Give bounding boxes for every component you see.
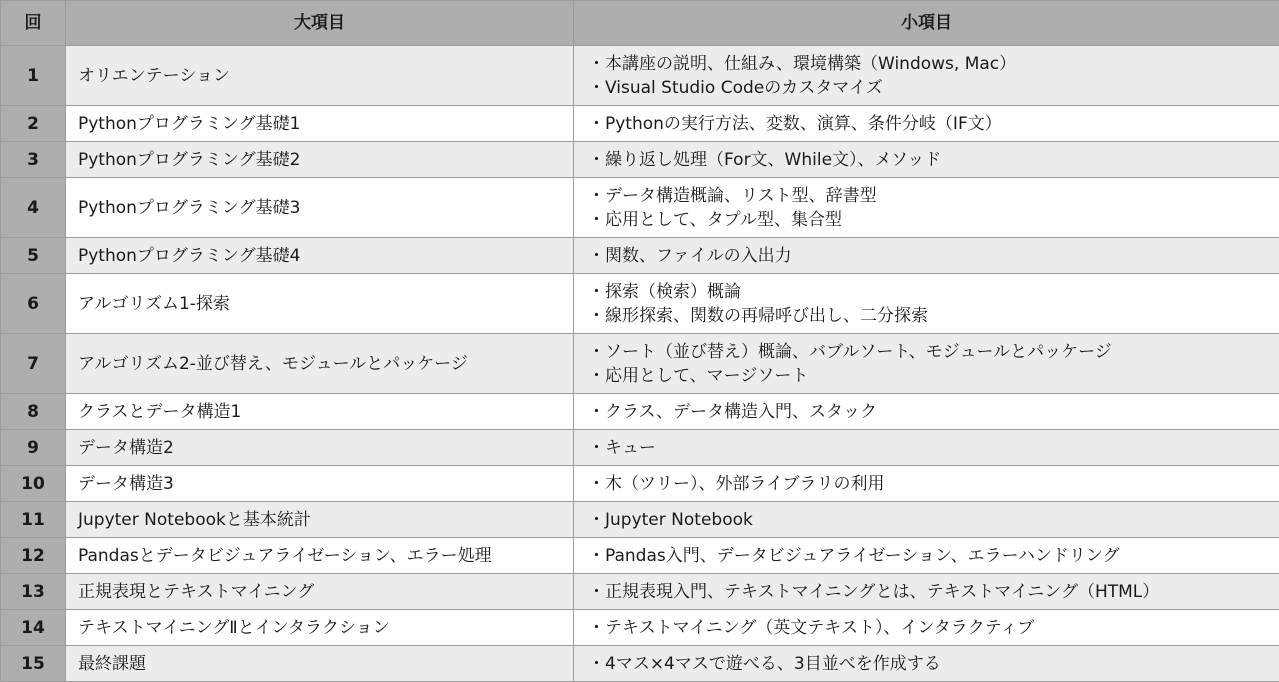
main-topic: テキストマイニングⅡとインタラクション: [66, 610, 574, 646]
sub-topic-item: ・正規表現入門、テキストマイニングとは、テキストマイニング（HTML）: [588, 580, 1279, 604]
table-row: [1, 502, 1279, 538]
table-row: [1, 646, 1279, 682]
sub-topic-item: ・テキストマイニング（英文テキスト）、インタラクティブ: [588, 616, 1279, 640]
main-topic: Pythonプログラミング基礎4: [66, 238, 574, 274]
main-topic: クラスとデータ構造1: [66, 394, 574, 430]
table-row: [1, 178, 1279, 238]
table-row: [1, 106, 1279, 142]
table-row: [1, 334, 1279, 394]
table-row: [1, 466, 1279, 502]
sub-topics: [574, 394, 1279, 430]
sub-topics: [574, 46, 1279, 106]
sub-topic-item: ・探索（検索）概論: [588, 280, 1279, 304]
sub-topic-item: ・繰り返し処理（For文、While文）、メソッド: [588, 148, 1279, 172]
session-number: 4: [1, 178, 66, 238]
table-header: [1, 1, 1279, 46]
session-number: 15: [1, 646, 66, 682]
session-number: 6: [1, 274, 66, 334]
sub-topic-item: ・線形探索、関数の再帰呼び出し、二分探索: [588, 304, 1279, 328]
main-topic: 正規表現とテキストマイニング: [66, 574, 574, 610]
sub-topic-item: ・クラス、データ構造入門、スタック: [588, 400, 1279, 424]
sub-topic-item: ・Visual Studio Codeのカスタマイズ: [588, 76, 1279, 100]
sub-topic-item: ・Pandas入門、データビジュアライゼーション、エラーハンドリング: [588, 544, 1279, 568]
session-number: 8: [1, 394, 66, 430]
table-row: [1, 394, 1279, 430]
sub-topics: [574, 274, 1279, 334]
sub-topics: [574, 574, 1279, 610]
sub-topics: [574, 106, 1279, 142]
sub-topic-item: ・応用として、タプル型、集合型: [588, 208, 1279, 232]
header-session-number: 回: [1, 1, 66, 46]
main-topic: Pythonプログラミング基礎1: [66, 106, 574, 142]
main-topic: データ構造2: [66, 430, 574, 466]
session-number: 3: [1, 142, 66, 178]
sub-topic-item: ・Pythonの実行方法、変数、演算、条件分岐（IF文）: [588, 112, 1279, 136]
header-main-topic: 大項目: [66, 1, 574, 46]
sub-topic-item: ・応用として、マージソート: [588, 364, 1279, 388]
table-row: [1, 274, 1279, 334]
table-row: [1, 46, 1279, 106]
table-body: [1, 46, 1279, 682]
table-row: [1, 142, 1279, 178]
main-topic: オリエンテーション: [66, 46, 574, 106]
table-row: [1, 574, 1279, 610]
table-row: [1, 610, 1279, 646]
sub-topics: [574, 430, 1279, 466]
table-row: [1, 538, 1279, 574]
session-number: 14: [1, 610, 66, 646]
main-topic: 最終課題: [66, 646, 574, 682]
session-number: 2: [1, 106, 66, 142]
sub-topics: [574, 502, 1279, 538]
main-topic: Pythonプログラミング基礎2: [66, 142, 574, 178]
sub-topics: [574, 538, 1279, 574]
main-topic: アルゴリズム1-探索: [66, 274, 574, 334]
sub-topic-item: ・関数、ファイルの入出力: [588, 244, 1279, 268]
session-number: 5: [1, 238, 66, 274]
main-topic: Pythonプログラミング基礎3: [66, 178, 574, 238]
sub-topics: [574, 466, 1279, 502]
header-sub-topics: 小項目: [574, 1, 1279, 46]
session-number: 10: [1, 466, 66, 502]
session-number: 7: [1, 334, 66, 394]
sub-topic-item: ・4マス×4マスで遊べる、3目並べを作成する: [588, 652, 1279, 676]
session-number: 11: [1, 502, 66, 538]
sub-topic-item: ・キュー: [588, 436, 1279, 460]
sub-topic-item: ・ソート（並び替え）概論、バブルソート、モジュールとパッケージ: [588, 340, 1279, 364]
sub-topic-item: ・木（ツリー）、外部ライブラリの利用: [588, 472, 1279, 496]
main-topic: Pandasとデータビジュアライゼーション、エラー処理: [66, 538, 574, 574]
session-number: 12: [1, 538, 66, 574]
sub-topics: [574, 610, 1279, 646]
sub-topics: [574, 238, 1279, 274]
sub-topics: [574, 334, 1279, 394]
main-topic: アルゴリズム2-並び替え、モジュールとパッケージ: [66, 334, 574, 394]
sub-topics: [574, 646, 1279, 682]
main-topic: データ構造3: [66, 466, 574, 502]
session-number: 9: [1, 430, 66, 466]
sub-topic-item: ・データ構造概論、リスト型、辞書型: [588, 184, 1279, 208]
table-row: [1, 238, 1279, 274]
main-topic: Jupyter Notebookと基本統計: [66, 502, 574, 538]
session-number: 13: [1, 574, 66, 610]
session-number: 1: [1, 46, 66, 106]
table-row: [1, 430, 1279, 466]
sub-topic-item: ・本講座の説明、仕組み、環境構築（Windows, Mac）: [588, 52, 1279, 76]
sub-topics: [574, 178, 1279, 238]
sub-topic-item: ・Jupyter Notebook: [588, 508, 1279, 532]
sub-topics: [574, 142, 1279, 178]
